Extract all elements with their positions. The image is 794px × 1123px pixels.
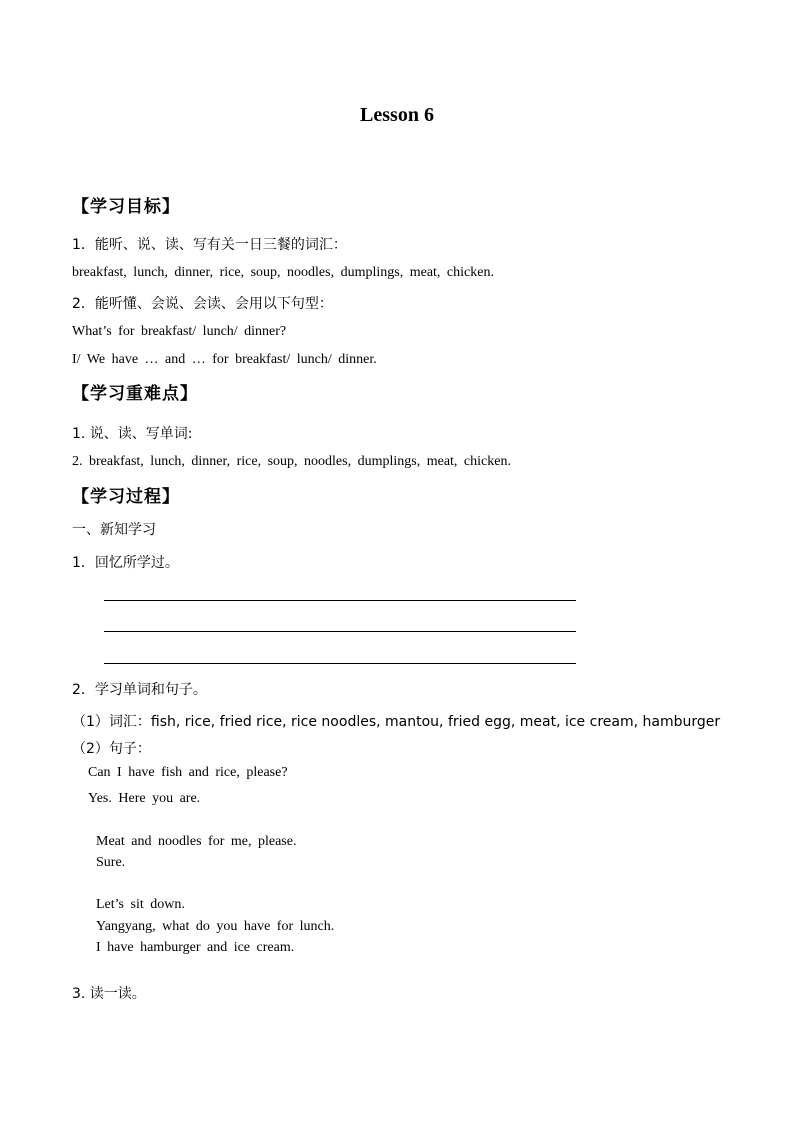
- process-step-3: 3. 读一读。: [72, 986, 146, 1002]
- process-part-title: 一、新知学习: [72, 522, 156, 538]
- sentences-label: （2）句子：: [72, 741, 151, 757]
- key-point-item-2: 2. breakfast, lunch, dinner, rice, soup, noodles, dumplings, meat, chicken.: [72, 454, 511, 469]
- page-title: Lesson 6: [360, 104, 434, 126]
- answer-line-2: [104, 631, 576, 632]
- section-heading-process: 【学习过程】: [72, 487, 180, 507]
- objective-vocab-list: breakfast, lunch, dinner, rice, soup, noodles, dumplings, meat, chicken.: [72, 265, 494, 280]
- dialogue-line: Meat and noodles for me, please.: [96, 834, 297, 849]
- objective-sentence-2: I/ We have … and … for breakfast/ lunch/ dinner.: [72, 352, 377, 367]
- process-step-2: 2．学习单词和句子。: [72, 682, 207, 698]
- objective-sentence-1: What’s for breakfast/ lunch/ dinner?: [72, 324, 287, 339]
- dialogue-line: Yes. Here you are.: [88, 791, 201, 806]
- dialogue-line: I have hamburger and ice cream.: [96, 940, 295, 955]
- dialogue-line: Yangyang, what do you have for lunch.: [96, 919, 335, 934]
- section-heading-key-points: 【学习重难点】: [72, 384, 198, 404]
- section-heading-objectives: 【学习目标】: [72, 197, 180, 217]
- answer-line-1: [104, 600, 576, 601]
- dialogue-line: Sure.: [96, 855, 126, 870]
- answer-line-3: [104, 663, 576, 664]
- process-step-1: 1．回忆所学过。: [72, 555, 179, 571]
- objective-item-2: 2．能听懂、会说、会读、会用以下句型：: [72, 296, 333, 312]
- dialogue-line: Let’s sit down.: [96, 897, 185, 912]
- objective-item-1: 1．能听、说、读、写有关一日三餐的词汇：: [72, 237, 347, 253]
- vocabulary-line: （1）词汇：fish, rice, fried rice, rice noodles, mantou, fried egg, meat, ice cream, hamburger: [72, 714, 721, 730]
- key-point-item-1: 1. 说、读、写单词:: [72, 426, 193, 442]
- dialogue-line: Can I have fish and rice, please?: [88, 765, 288, 780]
